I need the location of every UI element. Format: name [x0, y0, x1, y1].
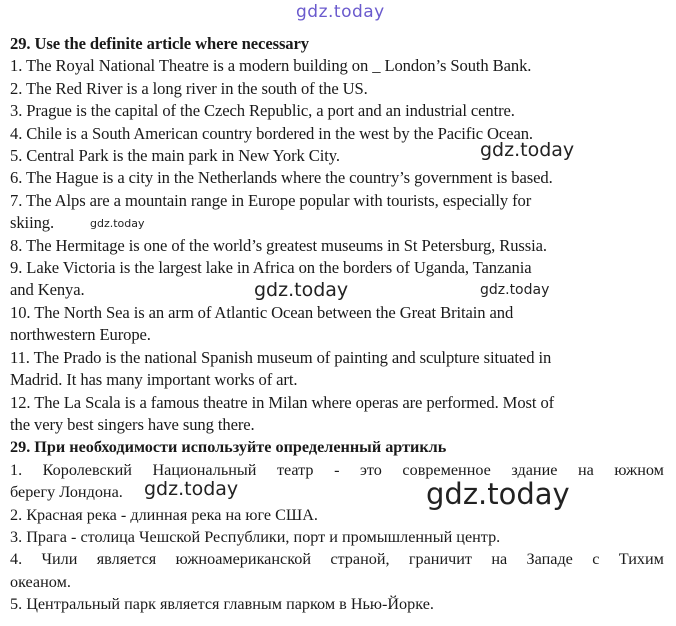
word: Национальный [152, 460, 257, 479]
word: Королевский [42, 460, 132, 479]
word: на [491, 550, 508, 569]
watermark-top: gdz.today [296, 2, 385, 22]
english-line: Madrid. It has many important works of art. [10, 370, 298, 390]
word: граничит [408, 550, 472, 569]
watermark: gdz.today [90, 217, 145, 230]
watermark: gdz.today [480, 139, 575, 161]
russian-line: 5. Центральный парк является главным парком в Нью-Йорке. [10, 595, 434, 614]
english-line: northwestern Europe. [10, 325, 151, 345]
word: - [334, 460, 340, 479]
russian-line: берегу Лондона. [10, 483, 123, 502]
word: современное [402, 460, 491, 479]
english-line: 4. Chile is a South American country bordered in the west by the Pacific Ocean. [10, 123, 533, 143]
english-line: 3. Prague is the capital of the Czech Republic, a port and an industrial centre. [10, 101, 515, 121]
exercise-page [10, 33, 664, 616]
word: Чили [41, 550, 78, 569]
english-line: 6. The Hague is a city in the Netherlands where the country’s government is based. [10, 168, 553, 188]
english-line: skiing. [10, 213, 55, 233]
word: это [359, 460, 382, 479]
english-line: the very best singers have sung there. [10, 414, 255, 434]
english-line: 5. Central Park is the main park in New York City. [10, 146, 340, 166]
word: театр [276, 460, 314, 479]
russian-line: 2. Красная река - длинная река на юге США. [10, 505, 318, 524]
russian-line: 3. Прага - столица Чешской Республики, порт и промышленный центр. [10, 527, 501, 546]
english-line: 8. The Hermitage is one of the world’s greatest museums in St Petersburg, Russia. [10, 235, 547, 255]
english-line: 10. The North Sea is an arm of Atlantic Ocean between the Great Britain and [10, 302, 514, 322]
word: южноамериканской [175, 550, 312, 569]
english-line: 7. The Alps are a mountain range in Europe popular with tourists, especially for [10, 190, 532, 210]
word: на [577, 460, 594, 479]
word: страной, [330, 550, 390, 569]
english-line: 9. Lake Victoria is the largest lake in Africa on the borders of Uganda, Tanzania [10, 258, 532, 278]
english-line: 12. The La Scala is a famous theatre in Milan where operas are performed. Most of [10, 392, 555, 412]
word: здание [511, 460, 558, 479]
word: является [96, 550, 157, 569]
watermark: gdz.today [480, 282, 550, 298]
watermark: gdz.today [254, 279, 349, 301]
word: 1. [10, 460, 23, 479]
word: 4. [10, 550, 23, 569]
russian-line-justified [10, 548, 664, 570]
english-line: 2. The Red River is a long river in the south of the US. [10, 78, 368, 98]
watermark: gdz.today [144, 478, 239, 500]
english-line: and Kenya. [10, 280, 85, 300]
russian-line: океаном. [10, 572, 71, 591]
watermark: gdz.today [426, 477, 570, 511]
english-line: 1. The Royal National Theatre is a modern building on _ London’s South Bank. [10, 56, 532, 76]
word: Тихим [618, 550, 664, 569]
word: Западе [526, 550, 573, 569]
english-heading: 29. Use the definite article where necessary [10, 34, 309, 53]
word: с [592, 550, 600, 569]
russian-heading: 29. При необходимости используйте определенный артикль [10, 438, 447, 457]
word: южном [614, 460, 664, 479]
english-line: 11. The Prado is the national Spanish museum of painting and sculpture situated in [10, 347, 552, 367]
